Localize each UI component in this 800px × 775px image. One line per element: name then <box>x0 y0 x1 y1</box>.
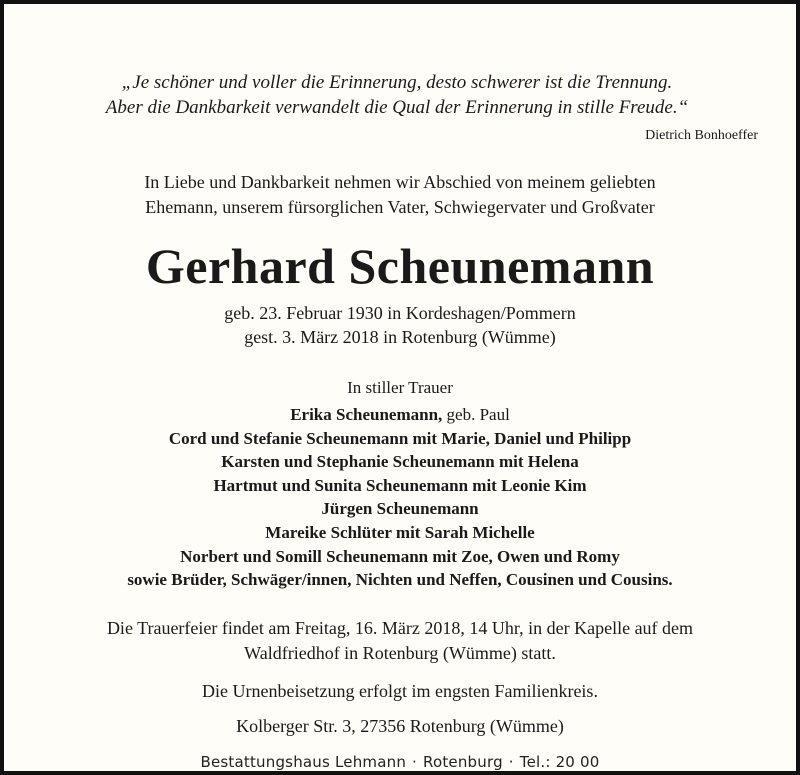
funeral-home-footer <box>4 754 796 771</box>
list-item: Jürgen Scheunemann <box>321 499 479 519</box>
ceremony-line-1: Die Trauerfeier findet am Freitag, 16. März 2018, 14 Uhr, in der Kapelle auf dem <box>106 618 694 638</box>
list-item: Mareike Schlüter mit Sarah Michelle <box>265 522 535 542</box>
funeral-home-phone: Tel.: 20 00 <box>519 753 600 771</box>
list-item: sowie Brüder, Schwäger/innen, Nichten und Neffen, Cousinen und Cousins. <box>127 570 673 590</box>
epigraph-quote <box>52 70 742 120</box>
list-item: Norbert und Somill Scheunemann mit Zoe, Owen und Romy <box>180 546 620 566</box>
footer-separator: · <box>412 753 417 771</box>
death-date: gest. 3. März 2018 in Rotenburg (Wümme) <box>244 327 556 347</box>
intro-line-2: Ehemann, unserem fürsorglichen Vater, Schwiegervater und Großvater <box>145 197 655 217</box>
list-item <box>4 403 796 427</box>
family-address: Kolberger Str. 3, 27356 Rotenburg (Wümme) <box>236 716 564 736</box>
quote-author: Dietrich Bonhoeffer <box>645 128 758 143</box>
widow-name: Erika Scheunemann, <box>290 405 443 424</box>
farewell-intro <box>4 170 796 220</box>
funeral-home-name: Bestattungshaus Lehmann <box>200 753 407 771</box>
deceased-name: Gerhard Scheunemann <box>145 238 655 294</box>
mourners-label: In stiller Trauer <box>347 378 453 397</box>
burial-info: Die Urnenbeisetzung erfolgt im engsten Familienkreis. <box>202 681 598 701</box>
life-dates <box>4 301 796 349</box>
list-item: Karsten und Stephanie Scheunemann mit Helena <box>221 452 579 472</box>
birth-date: geb. 23. Februar 1930 in Kordeshagen/Pommern <box>224 303 576 323</box>
list-item: Cord und Stefanie Scheunemann mit Marie, Daniel und Philipp <box>168 428 632 448</box>
quote-line-2: Aber die Dankbarkeit verwandelt die Qual der Erinnerung in stille Freude.“ <box>105 97 689 118</box>
funeral-home-city: Rotenburg <box>423 753 503 771</box>
ceremony-line-2: Waldfriedhof in Rotenburg (Wümme) statt. <box>244 643 556 663</box>
mourners-list <box>4 403 796 592</box>
widow-maiden-name: geb. Paul <box>442 405 510 424</box>
list-item: Hartmut und Sunita Scheunemann mit Leonie Kim <box>213 475 587 495</box>
quote-line-1: „Je schöner und voller die Erinnerung, desto schwerer ist die Trennung. <box>121 72 673 93</box>
ceremony-info <box>4 616 796 666</box>
intro-line-1: In Liebe und Dankbarkeit nehmen wir Abschied von meinem geliebten <box>144 172 656 192</box>
footer-separator: · <box>508 753 514 771</box>
